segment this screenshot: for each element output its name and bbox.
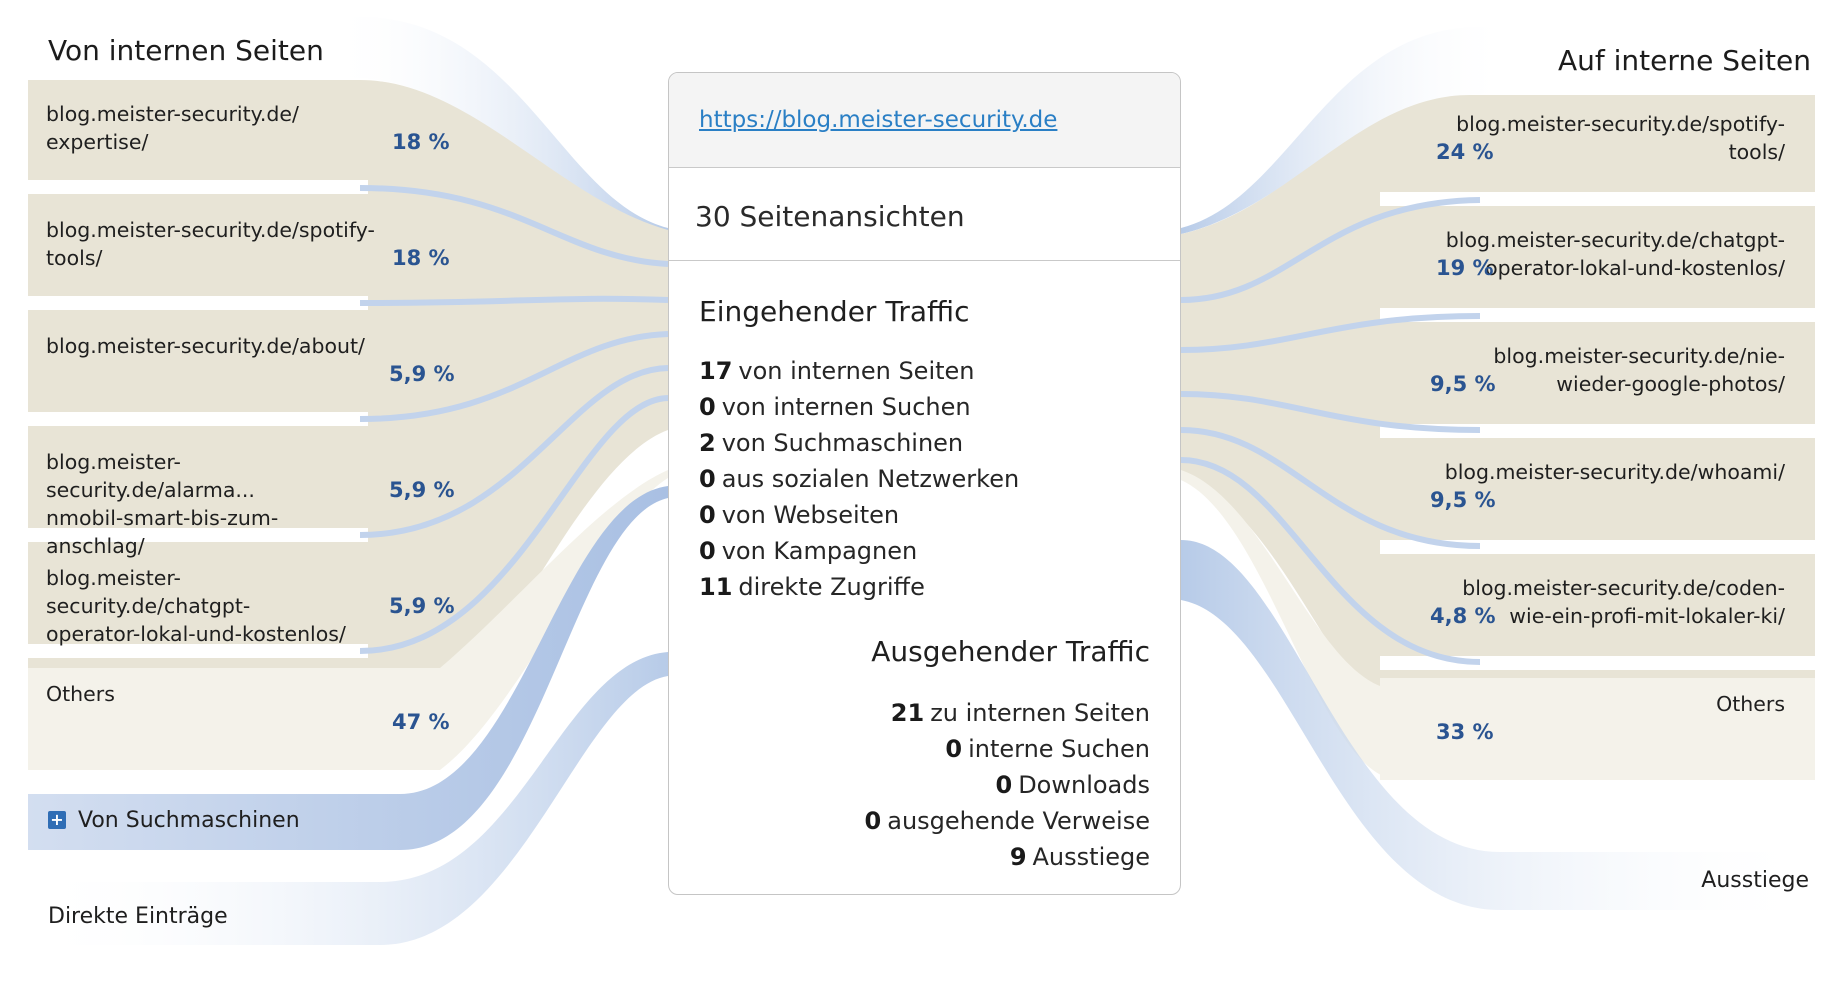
outgoing-item: 21 zu internen Seiten	[890, 699, 1150, 727]
search-engines-label[interactable]: Von Suchmaschinen	[78, 808, 300, 833]
right-row-label: blog.meister-security.de/whoami/	[1444, 460, 1785, 484]
outgoing-item: 9 Ausstiege	[1009, 843, 1150, 871]
left-row-2[interactable]	[28, 204, 450, 296]
incoming-item: 11 direkte Zugriffe	[699, 573, 925, 601]
incoming-item: 0 aus sozialen Netzwerken	[699, 465, 1020, 493]
right-row-pct: 9,5 %	[1430, 372, 1496, 396]
exits-label: Ausstiege	[1701, 868, 1809, 893]
left-row-label: blog.meister-security.de/spotify- tools/	[46, 218, 375, 270]
outgoing-item: 0 interne Suchen	[945, 735, 1150, 763]
left-row-5[interactable]	[28, 552, 455, 646]
left-row-pct: 18 %	[392, 130, 450, 154]
left-row-pct: 5,9 %	[389, 594, 455, 618]
right-row-pct: 9,5 %	[1430, 488, 1496, 512]
right-row-pct: 24 %	[1436, 140, 1494, 164]
left-row-pct: 5,9 %	[389, 478, 455, 502]
expand-search-engines-icon[interactable]: +	[48, 811, 66, 829]
right-row-label: blog.meister-security.de/spotify- tools/	[1456, 112, 1785, 164]
right-row-1[interactable]	[1380, 98, 1815, 190]
left-row-3[interactable]	[28, 320, 455, 412]
incoming-traffic-list	[699, 353, 1019, 605]
right-row-label: blog.meister-security.de/nie- wieder-google-photos/	[1493, 344, 1785, 396]
right-row-4[interactable]	[1380, 446, 1815, 538]
right-row-label: blog.meister-security.de/chatgpt- operator-lokal-und-kostenlos/	[1445, 228, 1785, 280]
left-row-label: blog.meister-security.de/chatgpt- operator-lokal-und-kostenlos/	[46, 566, 346, 646]
left-row-label: Others	[46, 682, 115, 706]
incoming-item: 0 von internen Suchen	[699, 393, 971, 421]
incoming-item: 0 von Kampagnen	[699, 537, 918, 565]
right-row-pct: 19 %	[1436, 256, 1494, 280]
right-section-title: Auf interne Seiten	[1557, 44, 1811, 77]
outgoing-item: 0 Downloads	[995, 771, 1150, 799]
page-summary-card	[668, 72, 1181, 895]
right-row-2[interactable]	[1380, 214, 1815, 306]
right-row-label: blog.meister-security.de/coden- wie-ein-profi-mit-lokaler-ki/	[1462, 576, 1785, 628]
pageviews-section	[669, 168, 1180, 261]
right-row-5[interactable]	[1380, 562, 1815, 654]
left-row-4[interactable]	[28, 436, 455, 558]
right-row-pct: 33 %	[1436, 720, 1494, 744]
outgoing-traffic-title: Ausgehender Traffic	[871, 635, 1150, 668]
page-url-link[interactable]: https://blog.meister-security.de	[699, 107, 1058, 133]
left-row-others[interactable]	[28, 668, 450, 760]
incoming-item: 2 von Suchmaschinen	[699, 429, 964, 457]
left-row-label: blog.meister-security.de/about/	[46, 334, 365, 358]
incoming-traffic-title: Eingehender Traffic	[699, 295, 970, 328]
left-row-pct: 18 %	[392, 246, 450, 270]
direct-entries-label: Direkte Einträge	[48, 904, 228, 929]
left-section-title: Von internen Seiten	[48, 34, 324, 67]
left-row-label: blog.meister-security.de/alarma... nmobil-smart-bis-zum-anschlag/	[46, 450, 279, 558]
outgoing-traffic-list	[865, 695, 1150, 875]
left-row-1[interactable]	[28, 88, 450, 180]
left-row-label: blog.meister-security.de/ expertise/	[46, 102, 299, 154]
incoming-item: 17 von internen Seiten	[699, 357, 975, 385]
left-row-pct: 5,9 %	[389, 362, 455, 386]
pageviews-count: 30 Seitenansichten	[695, 200, 965, 233]
incoming-item: 0 von Webseiten	[699, 501, 900, 529]
left-row-pct: 47 %	[392, 710, 450, 734]
right-row-pct: 4,8 %	[1430, 604, 1496, 628]
card-header	[669, 73, 1180, 168]
right-row-others[interactable]	[1380, 678, 1815, 770]
outgoing-item: 0 ausgehende Verweise	[864, 807, 1150, 835]
right-row-3[interactable]	[1380, 330, 1815, 422]
right-row-label: Others	[1716, 692, 1785, 716]
